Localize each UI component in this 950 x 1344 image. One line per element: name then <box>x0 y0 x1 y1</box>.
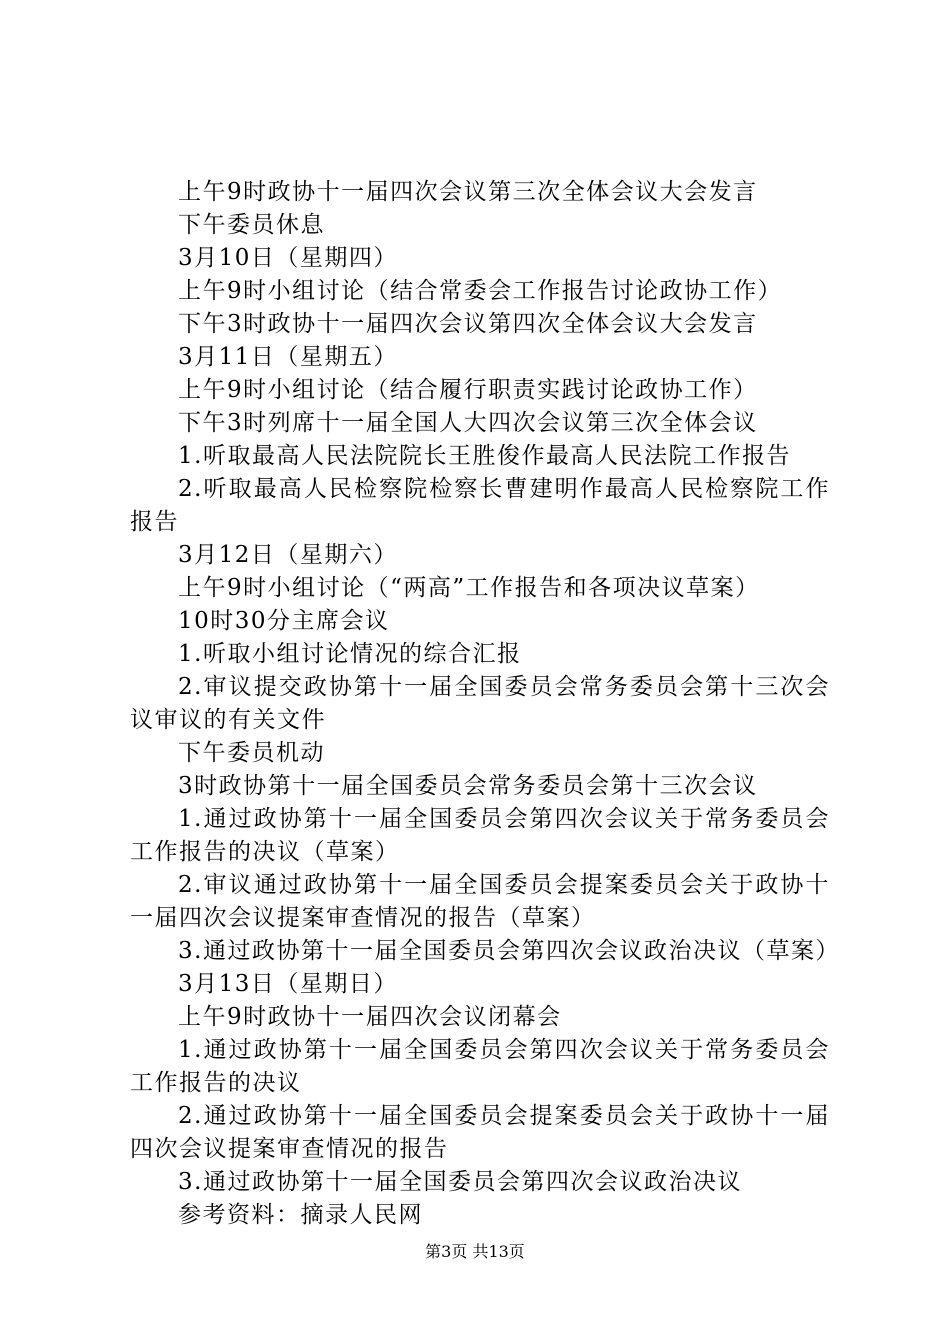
paragraph: 上午9时政协十一届四次会议闭幕会 <box>178 1004 562 1030</box>
paragraph: 下午3时政协十一届四次会议第四次全体会议大会发言 <box>178 311 758 337</box>
paragraph: 3时政协第十一届全国委员会常务委员会第十三次会议 <box>178 773 758 799</box>
paragraph: 2.通过政协第十一届全国委员会提案委员会关于政协十一届四次会议提案审查情况的报告 <box>130 1103 830 1162</box>
paragraph: 下午委员机动 <box>178 740 325 766</box>
paragraph: 1.听取小组讨论情况的综合汇报 <box>178 641 522 667</box>
page-number: 第3页 共13页 <box>425 1242 525 1261</box>
paragraph: 3月11日（星期五） <box>178 344 398 370</box>
page-footer <box>0 1242 950 1262</box>
paragraph: 3.通过政协第十一届全国委员会第四次会议政治决议 <box>178 1169 742 1195</box>
paragraph: 2.审议通过政协第十一届全国委员会提案委员会关于政协十一届四次会议提案审查情况的报告（草案） <box>130 872 830 931</box>
paragraph: 3月10日（星期四） <box>178 245 398 271</box>
paragraph: 3.通过政协第十一届全国委员会第四次会议政治决议（草案） <box>178 938 840 964</box>
document-body <box>130 176 840 1232</box>
paragraph: 1.通过政协第十一届全国委员会第四次会议关于常务委员会工作报告的决议 <box>130 1037 830 1096</box>
paragraph: 3月13日（星期日） <box>178 971 398 997</box>
paragraph: 2.审议提交政协第十一届全国委员会常务委员会第十三次会议审议的有关文件 <box>130 674 830 733</box>
paragraph: 上午9时小组讨论（结合常委会工作报告讨论政协工作） <box>178 278 783 304</box>
paragraph: 上午9时小组讨论（结合履行职责实践讨论政协工作） <box>178 377 758 403</box>
paragraph: 下午3时列席十一届全国人大四次会议第三次全体会议 <box>178 410 758 436</box>
paragraph: 1.通过政协第十一届全国委员会第四次会议关于常务委员会工作报告的决议（草案） <box>130 806 830 865</box>
paragraph: 1.听取最高人民法院院长王胜俊作最高人民法院工作报告 <box>178 443 791 469</box>
paragraph: 10时30分主席会议 <box>178 608 390 634</box>
paragraph: 参考资料：摘录人民网 <box>178 1202 423 1228</box>
paragraph: 2.听取最高人民检察院检察长曹建明作最高人民检察院工作报告 <box>130 476 830 535</box>
paragraph: 上午9时政协十一届四次会议第三次全体会议大会发言 <box>178 179 758 205</box>
paragraph: 3月12日（星期六） <box>178 542 398 568</box>
paragraph: 下午委员休息 <box>178 212 325 238</box>
paragraph: 上午9时小组讨论（“两高”工作报告和各项决议草案） <box>178 575 760 601</box>
